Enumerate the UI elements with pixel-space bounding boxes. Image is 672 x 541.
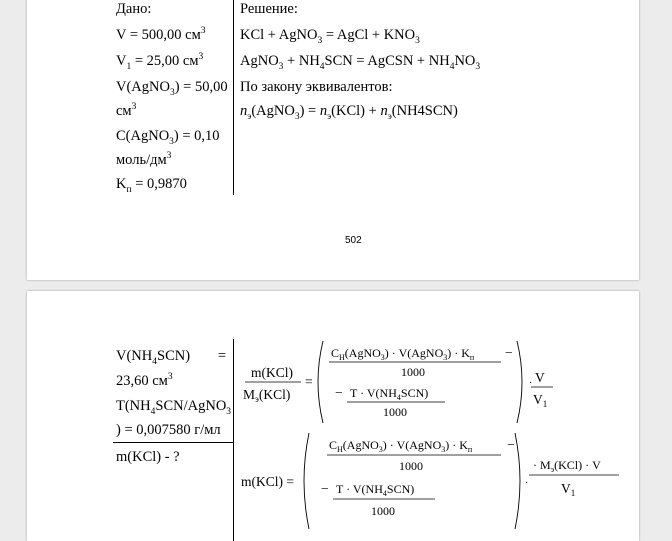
svg-text:−: − <box>321 481 329 496</box>
f1-lhs-numerator: m(KCl) <box>251 365 293 380</box>
f1-top-numerator: $C_H(AgNO_3)$ · V(AgNO$_3$) · $K_п$ <box>331 346 475 362</box>
given-titer-value: ) = 0,007580 г/мл <box>116 422 221 438</box>
f1-bottom-denominator: 1000 <box>383 405 407 419</box>
svg-text:−: − <box>335 385 343 400</box>
f1-lhs-denominator: $M_э(KCl)$ <box>243 387 291 404</box>
unknown-to-find: m(KCl) - ? <box>116 449 180 465</box>
table-divider <box>233 339 234 541</box>
given-agno3-concentration-unit: моль/$дм^3$ <box>116 151 172 168</box>
f2-left-paren <box>304 433 309 529</box>
f1-top-denominator: 1000 <box>401 365 425 379</box>
given-correction-factor: $K_п = 0,9870$ <box>116 176 187 195</box>
formula-1 <box>235 339 535 429</box>
svg-text:−: − <box>505 345 513 360</box>
given-volume: V = 500,00 $см^3$ <box>116 26 206 43</box>
page-number: 502 <box>345 235 362 246</box>
f2-top-denominator: 1000 <box>399 459 423 473</box>
reaction-equation-1: KCl + AgNO$_3$ = AgCl + $KNO_3$ <box>240 27 420 46</box>
f1-left-paren <box>318 341 323 423</box>
f1-volume-ratio <box>527 369 567 419</box>
svg-text:·: · <box>529 378 533 389</box>
given-find-separator <box>113 442 233 443</box>
given-thiocyanate-volume: $V(NH_4SCN)$ = <box>116 348 226 367</box>
svg-text:·: · <box>525 478 529 489</box>
table-divider <box>233 0 234 195</box>
formula-2 <box>235 431 625 539</box>
equivalence-law-text: По закону эквивалентов: <box>240 79 393 95</box>
given-agno3-concentration: C(AgNO$_3$) = 0,10 <box>116 128 220 147</box>
given-heading: Дано: <box>116 1 152 17</box>
reaction-equation-2: AgNO$_3$ + $NH_4SCN$ = AgCSN + $NH_4NO_3$ <box>240 53 481 72</box>
f2-lhs: m(KCl) = <box>241 474 294 489</box>
document-page-502 <box>27 0 639 280</box>
document-page-503 <box>27 291 639 541</box>
given-agno3-volume-unit: $см^3$ <box>116 102 137 119</box>
f2-right-paren <box>515 433 520 529</box>
given-titer: $T(NH_4SCN/AgNO_3$ <box>116 398 232 417</box>
f1-bottom-numerator: $T \cdot V(NH_4SCN)$ <box>350 386 429 402</box>
f2-rhs-denominator: $V_1$ <box>561 481 576 498</box>
svg-text:−: − <box>507 437 515 452</box>
svg-text:V: V <box>535 370 545 385</box>
given-aliquot-volume: $V_1 = 25,00$ $см^3$ <box>116 52 204 72</box>
given-agno3-volume: V(AgNO$_3$) = 50,00 <box>116 79 228 98</box>
svg-text:V1: $V_1$ <box>533 392 548 409</box>
f1-right-paren <box>517 341 522 423</box>
solution-heading: Решение: <box>240 1 298 17</box>
f2-top-numerator: $C_H(AgNO_3)$ · V(AgNO$_3$) · $K_п$ <box>329 438 473 454</box>
f2-bottom-numerator: $T \cdot V(NH_4SCN)$ <box>336 482 415 498</box>
f2-bottom-denominator: 1000 <box>371 504 395 518</box>
f2-rhs-numerator: · $M_э(KCl) \cdot V$ <box>533 458 601 474</box>
equivalence-formula: $n_э(AgNO_3) = n_э(KCl) + n_э(NH4SCN)$ <box>240 103 458 122</box>
svg-text:=: = <box>305 374 313 389</box>
given-thiocyanate-volume-value: 23,60 $см^3$ <box>116 372 173 389</box>
